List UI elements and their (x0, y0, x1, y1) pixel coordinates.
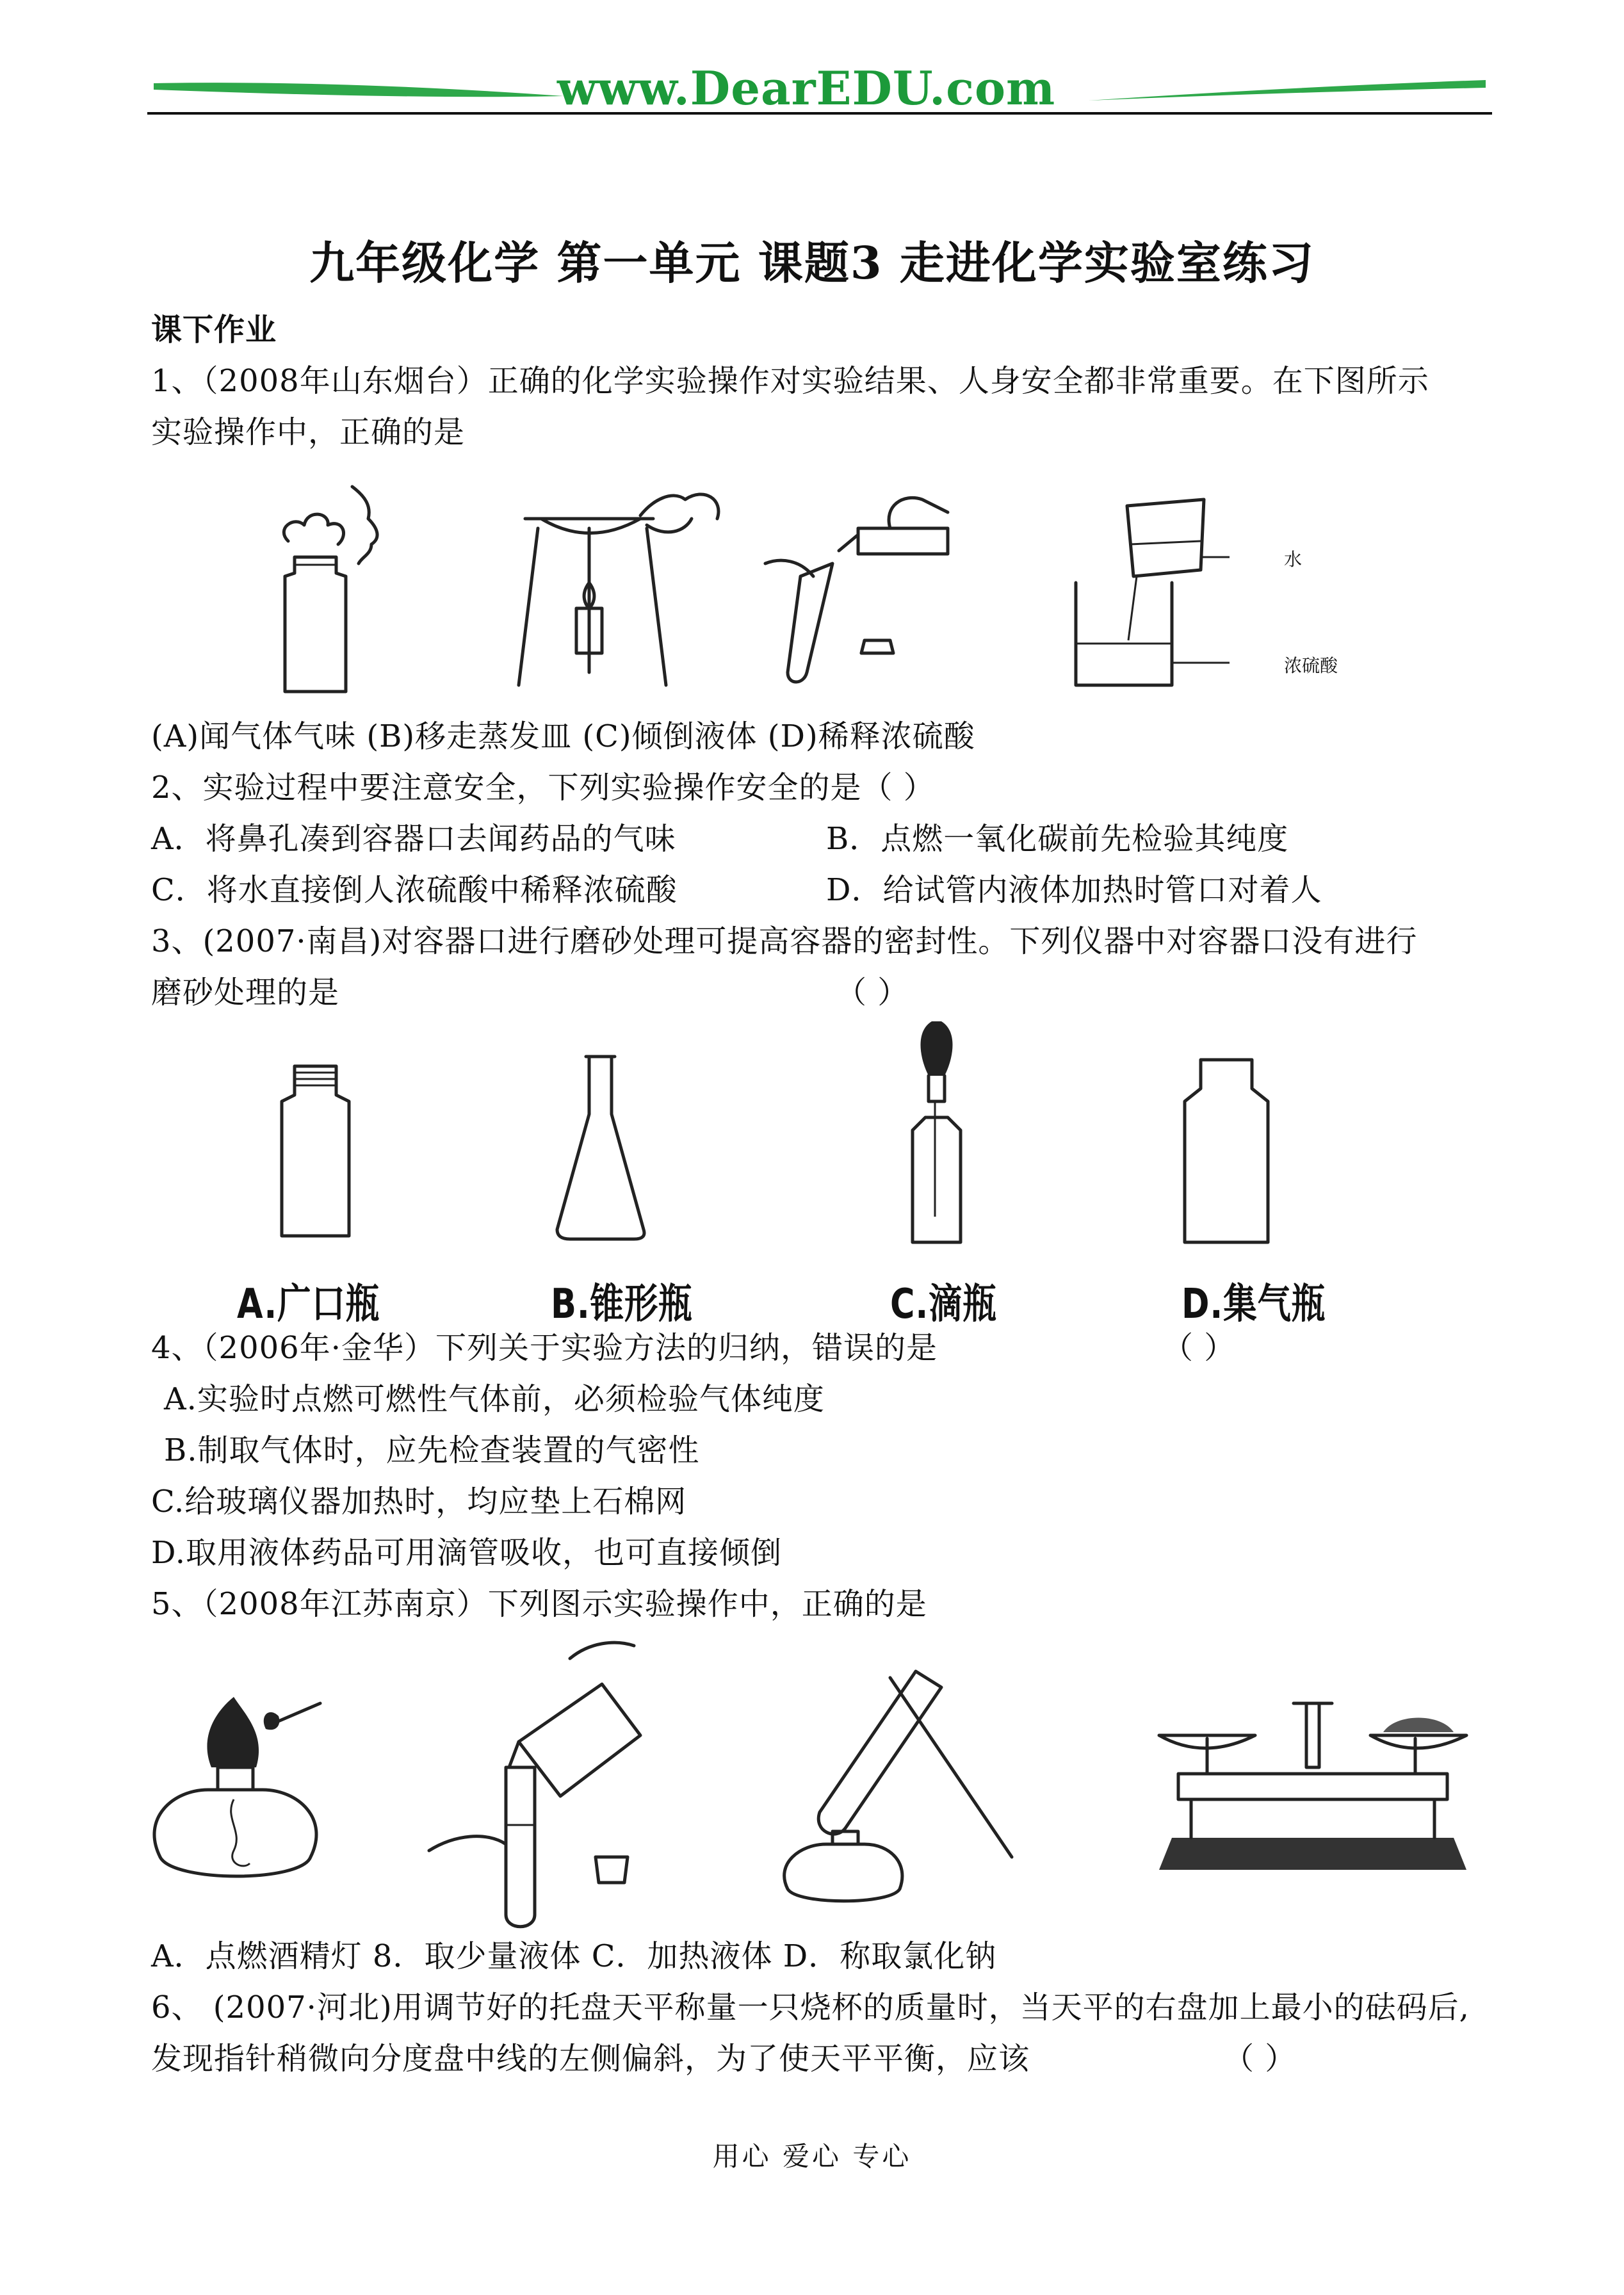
q4-option-a: A.实验时点燃可燃性气体前，必须检验气体纯度 (164, 1381, 825, 1417)
q5-options: A．点燃酒精灯 8．取少量液体 C．加热液体 D．称取氯化钠 (151, 1938, 997, 1974)
pour-liquid-figure (762, 480, 1005, 698)
acid-label: 浓硫酸 (1284, 655, 1338, 676)
q4-paren: （ ） (1162, 1330, 1236, 1366)
q2-option-a: A．将鼻孔凑到容器口去闻药品的气味 (151, 821, 676, 857)
section-heading: 课下作业 (151, 312, 277, 348)
heat-liquid-figure (762, 1652, 1044, 1921)
q3-line1: 3、(2007·南昌)对容器口进行磨砂处理可提高容器的密封性。下列仪器中对容器口没有进行 (151, 923, 1418, 959)
water-label: 水 (1284, 549, 1303, 570)
caption-c: C.滴瓶 (890, 1281, 997, 1328)
q6-paren: （ ） (1223, 2041, 1297, 2077)
alcohol-lamp-figure (147, 1678, 333, 1915)
gas-jar-figure (1178, 1057, 1274, 1249)
q1-options: (A)闻气体气味 (B)移走蒸发皿 (C)倾倒液体 (D)稀释浓硫酸 (151, 718, 975, 754)
q6-line1: 6、 (2007·河北)用调节好的托盘天平称量一只烧杯的质量时，当天平的右盘加上最小的砝码后, (151, 1990, 1470, 2025)
q4-option-c: C.给玻璃仪器加热时，均应垫上石棉网 (151, 1484, 687, 1520)
caption-a: A.广口瓶 (237, 1281, 380, 1328)
q2-option-c: C．将水直接倒人浓硫酸中稀释浓硫酸 (151, 872, 678, 908)
q1-line1: 1、（2008年山东烟台）正确的化学实验操作对实验结果、人身安全都非常重要。在下图所示 (151, 363, 1429, 399)
take-liquid-figure (423, 1639, 704, 1934)
footer-motto: 用心 爱心 专心 (712, 2141, 912, 2172)
dropper-bottle-figure (903, 1018, 973, 1249)
q5-figures (147, 1639, 1492, 1934)
header-banner (147, 61, 1492, 125)
q3-line2: 磨砂处理的是 (151, 975, 340, 1010)
q4-option-d: D.取用液体药品可用滴管吸收，也可直接倾倒 (151, 1535, 783, 1571)
q2-option-b: B．点燃一氧化碳前先检验其纯度 (826, 821, 1289, 857)
q2-option-d: D．给试管内液体加热时管口对着人 (826, 872, 1322, 908)
conical-flask-figure (551, 1053, 653, 1245)
evaporating-dish-figure (512, 480, 730, 698)
q4-option-b: B.制取气体时，应先检查装置的气密性 (164, 1432, 700, 1468)
q5-stem: 5、（2008年江苏南京）下列图示实验操作中，正确的是 (151, 1586, 927, 1622)
q4-stem: 4、（2006年·金华）下列关于实验方法的归纳，错误的是 (151, 1330, 938, 1366)
q3-paren: （ ） (836, 975, 909, 1010)
q3-figures (243, 1018, 1396, 1249)
wide-mouth-bottle-figure (275, 1063, 359, 1242)
caption-b: B.锥形瓶 (551, 1281, 693, 1328)
smell-gas-figure (269, 480, 423, 698)
balance-figure (1153, 1691, 1473, 1934)
q1-line2: 实验操作中，正确的是 (151, 414, 466, 450)
page-title: 九年级化学 第一单元 课题3 走进化学实验室练习 (309, 236, 1315, 289)
q1-figures (269, 480, 1358, 698)
site-logo: www.DearEDU.com (557, 61, 1056, 115)
q2-stem: 2、实验过程中要注意安全，下列实验操作安全的是（ ） (151, 770, 935, 806)
caption-d: D.集气瓶 (1181, 1281, 1326, 1328)
q6-line2: 发现指针稍微向分度盘中线的左侧偏斜，为了使天平平衡，应该 (151, 2041, 1030, 2077)
